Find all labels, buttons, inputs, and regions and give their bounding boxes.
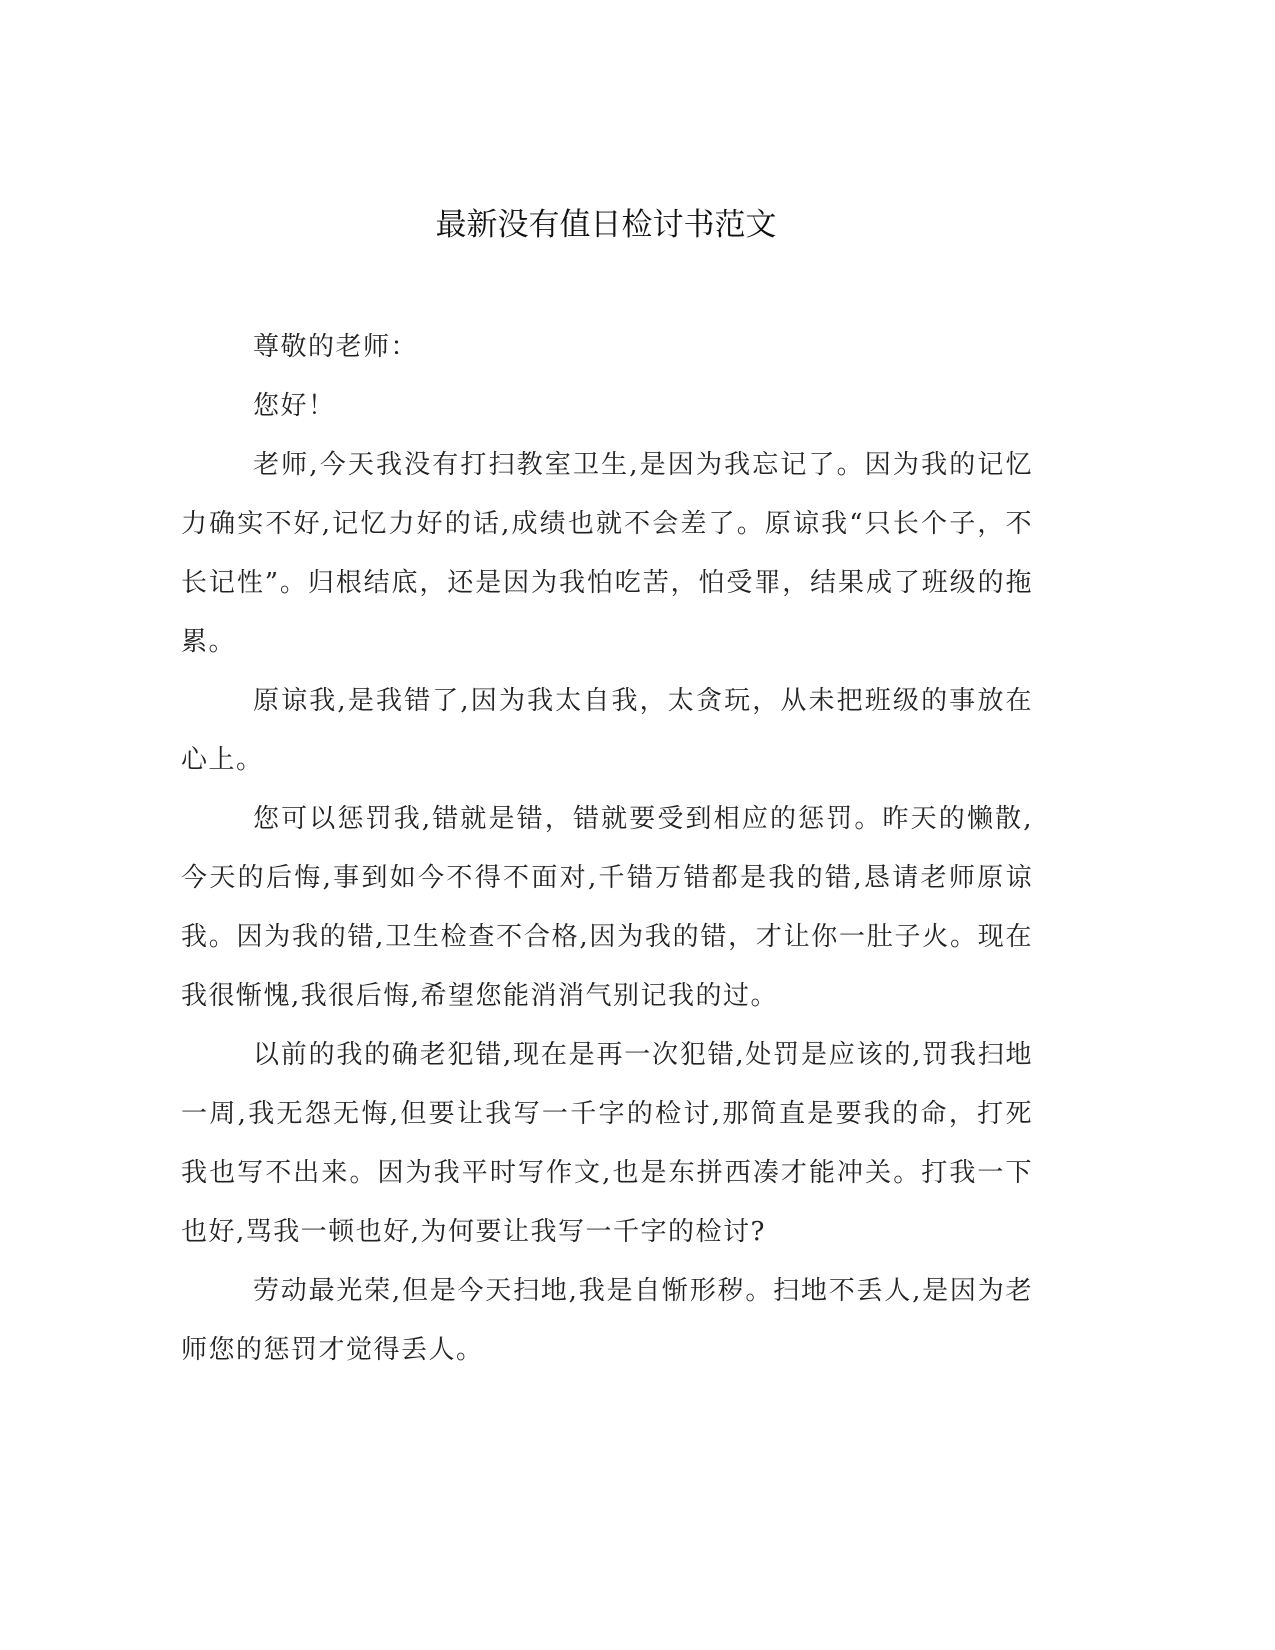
body-paragraph: 原谅我,是我错了,因为我太自我，太贪玩，从未把班级的事放在心上。 xyxy=(181,686,1033,775)
salutation: 尊敬的老师： xyxy=(253,332,419,362)
document-body xyxy=(181,318,1033,1380)
body-paragraph: 您可以惩罚我,错就是错，错就要受到相应的惩罚。昨天的懒散,今天的后悔,事到如今不得不面对,千错万错都是我的错,恳请老师原谅我。因为我的错,卫生检查不合格,因为我的错，才让你一肚子火。现在我很惭愧,我很后悔,希望您能消消气别记我的过。 xyxy=(181,804,1033,1011)
body-paragraph: 以前的我的确老犯错,现在是再一次犯错,处罚是应该的,罚我扫地一周,我无怨无悔,但要让我写一千字的检讨,那简直是要我的命，打死我也写不出来。因为我平时写作文,也是东拼西凑才能冲关。打我一下也好,骂我一顿也好,为何要让我写一千字的检讨? xyxy=(181,1040,1033,1247)
greeting: 您好！ xyxy=(253,391,336,421)
body-paragraph: 老师,今天我没有打扫教室卫生,是因为我忘记了。因为我的记忆力确实不好,记忆力好的话,成绩也就不会差了。原谅我“只长个子，不长记性”。归根结底，还是因为我怕吃苦，怕受罪，结果成了班级的拖累。 xyxy=(181,450,1033,657)
body-paragraph: 劳动最光荣,但是今天扫地,我是自惭形秽。扫地不丢人,是因为老师您的惩罚才觉得丢人。 xyxy=(181,1276,1033,1365)
document-title: 最新没有值日检讨书范文 xyxy=(435,207,777,243)
